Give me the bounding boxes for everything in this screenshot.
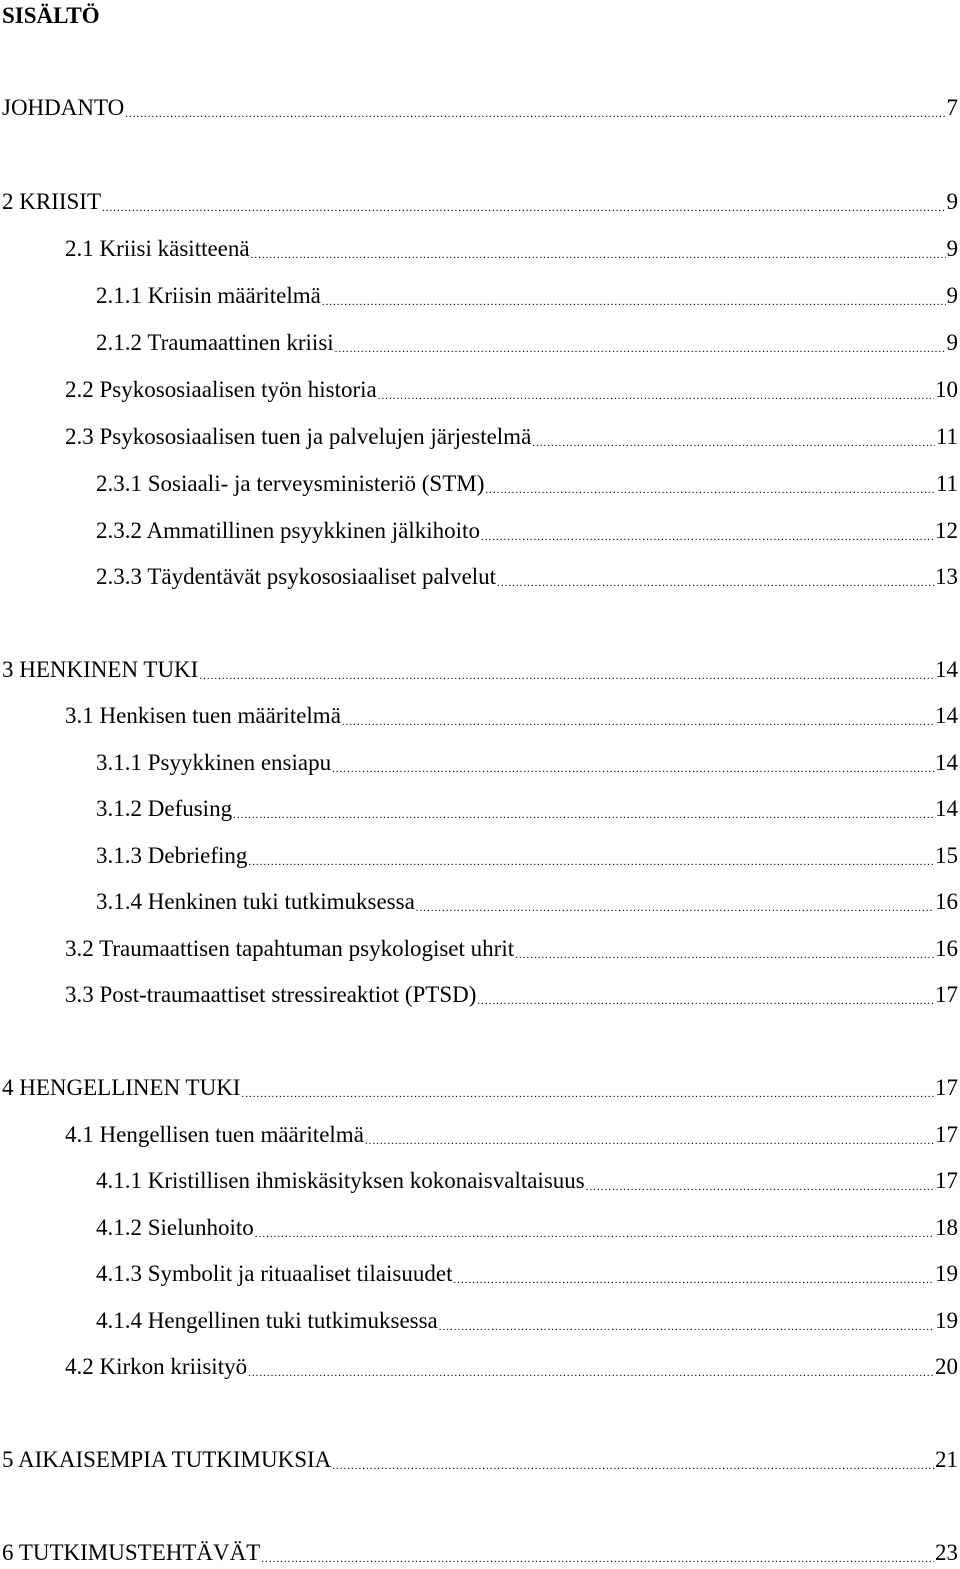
toc-entry-page: 11 [935, 471, 958, 496]
toc-entry-page: 14 [935, 657, 958, 682]
toc-entry-label: 4.1 Hengellisen tuen määritelmä [65, 1122, 364, 1147]
toc-leader-dots [485, 484, 934, 496]
toc-leader-dots [322, 296, 946, 308]
toc-leader-dots [102, 202, 945, 214]
toc-entry-page: 14 [935, 703, 958, 728]
toc-leader-dots [261, 1553, 934, 1565]
toc-leader-dots [586, 1181, 934, 1193]
toc-entry[interactable] [65, 1351, 958, 1383]
toc-entry-label: 4 HENGELLINEN TUKI [2, 1075, 241, 1100]
toc-entry[interactable] [2, 186, 958, 218]
toc-entry-page: 17 [935, 1122, 958, 1147]
toc-entry-page: 17 [935, 1168, 958, 1193]
toc-leader-dots [248, 1367, 934, 1379]
toc-entry-label: JOHDANTO [2, 95, 125, 120]
toc-entry-page: 9 [946, 189, 958, 214]
toc-entry-label: 3.1 Henkisen tuen määritelmä [65, 703, 341, 728]
toc-leader-dots [532, 437, 935, 449]
toc-entry-label: 4.1.1 Kristillisen ihmiskäsityksen kokonaisvaltaisuus [96, 1168, 585, 1193]
toc-entry[interactable] [2, 1444, 958, 1476]
toc-entry-page: 11 [935, 424, 958, 449]
toc-entry[interactable] [96, 840, 958, 872]
toc-entry[interactable] [2, 1537, 958, 1569]
toc-leader-dots [332, 763, 934, 775]
toc-leader-dots [481, 531, 934, 543]
toc-entry-label: 4.1.2 Sielunhoito [96, 1215, 254, 1240]
toc-entry-page: 7 [946, 95, 958, 120]
toc-entry[interactable] [65, 700, 958, 732]
toc-leader-dots [241, 1088, 934, 1100]
toc-leader-dots [255, 1228, 934, 1240]
toc-entry-label: 2.1.2 Traumaattinen kriisi [96, 330, 334, 355]
toc-entry-label: 3.1.4 Henkinen tuki tutkimuksessa [96, 889, 415, 914]
toc-entry-label: 3.3 Post-traumaattiset stressireaktiot (PTSD) [65, 982, 477, 1007]
toc-entry-label: 2.1.1 Kriisin määritelmä [96, 283, 321, 308]
toc-leader-dots [342, 716, 934, 728]
toc-leader-dots [251, 249, 946, 261]
toc-entry[interactable] [96, 886, 958, 918]
toc-entry-page: 19 [935, 1261, 958, 1286]
toc-entry-label: 2.3.2 Ammatillinen psyykkinen jälkihoito [96, 518, 480, 543]
toc-entry[interactable] [96, 793, 958, 825]
toc-heading: SISÄLTÖ [2, 3, 100, 28]
toc-leader-dots [248, 856, 934, 868]
toc-entry-page: 9 [946, 330, 958, 355]
toc-entry-label: 2.3 Psykososiaalisen tuen ja palvelujen järjestelmä [65, 424, 532, 449]
toc-leader-dots [233, 809, 934, 821]
toc-entry-label: 2.1 Kriisi käsitteenä [65, 236, 250, 261]
toc-entry[interactable] [96, 1165, 958, 1197]
toc-leader-dots [453, 1274, 934, 1286]
toc-entry-page: 13 [935, 564, 958, 589]
toc-entry[interactable] [96, 327, 958, 359]
toc-entry-page: 14 [935, 796, 958, 821]
toc-entry-label: 2 KRIISIT [2, 189, 102, 214]
toc-leader-dots [439, 1321, 934, 1333]
toc-entry-label: 3.1.1 Psyykkinen ensiapu [96, 750, 332, 775]
toc-leader-dots [416, 902, 934, 914]
toc-entry[interactable] [96, 1258, 958, 1290]
toc-entry[interactable] [96, 561, 958, 593]
toc-entry-page: 10 [935, 377, 958, 402]
toc-entry-page: 19 [935, 1308, 958, 1333]
toc-entry[interactable] [65, 374, 958, 406]
toc-entry-page: 21 [935, 1447, 958, 1472]
toc-entry[interactable] [96, 468, 958, 500]
toc-entry-page: 12 [935, 518, 958, 543]
toc-entry-label: 2.3.3 Täydentävät psykososiaaliset palvelut [96, 564, 497, 589]
toc-entry-page: 16 [935, 936, 958, 961]
toc-entry-label: 5 AIKAISEMPIA TUTKIMUKSIA [2, 1447, 332, 1472]
toc-entry[interactable] [96, 747, 958, 779]
toc-entry-page: 20 [935, 1354, 958, 1379]
toc-leader-dots [365, 1135, 934, 1147]
toc-leader-dots [335, 343, 946, 355]
toc-leader-dots [199, 670, 934, 682]
toc-entry-label: 6 TUTKIMUSTEHTÄVÄT [2, 1540, 261, 1565]
toc-entry-label: 2.3.1 Sosiaali- ja terveysministeriö (STM) [96, 471, 485, 496]
toc-entry[interactable] [96, 280, 958, 312]
toc-leader-dots [125, 108, 945, 120]
toc-entry-page: 18 [935, 1215, 958, 1240]
toc-entry[interactable] [65, 933, 958, 965]
toc-entry-page: 23 [935, 1540, 958, 1565]
toc-entry-label: 3 HENKINEN TUKI [2, 657, 199, 682]
toc-entry-page: 9 [946, 236, 958, 261]
toc-entry-label: 4.1.3 Symbolit ja rituaaliset tilaisuudet [96, 1261, 453, 1286]
toc-entry[interactable] [65, 1119, 958, 1151]
toc-entry-page: 16 [935, 889, 958, 914]
toc-entry-label: 4.1.4 Hengellinen tuki tutkimuksessa [96, 1308, 438, 1333]
toc-entry-label: 4.2 Kirkon kriisityö [65, 1354, 248, 1379]
toc-entry[interactable] [96, 1305, 958, 1337]
toc-entry-label: 3.1.2 Defusing [96, 796, 233, 821]
toc-entry-page: 15 [935, 843, 958, 868]
toc-entry-page: 17 [935, 1075, 958, 1100]
toc-entry-page: 14 [935, 750, 958, 775]
toc-entry[interactable] [65, 421, 958, 453]
toc-entry-label: 3.1.3 Debriefing [96, 843, 248, 868]
toc-entry-page: 17 [935, 982, 958, 1007]
toc-leader-dots [378, 390, 934, 402]
toc-entry-label: 2.2 Psykososiaalisen työn historia [65, 377, 377, 402]
toc-entry[interactable] [2, 654, 958, 686]
toc-leader-dots [515, 949, 934, 961]
toc-entry[interactable] [96, 1212, 958, 1244]
toc-entry-label: 3.2 Traumaattisen tapahtuman psykologiset uhrit [65, 936, 515, 961]
toc-entry-page: 9 [946, 283, 958, 308]
toc-entry[interactable] [65, 233, 958, 265]
toc-entry[interactable] [65, 979, 958, 1011]
toc-entry[interactable] [2, 1072, 958, 1104]
toc-leader-dots [477, 995, 934, 1007]
toc-leader-dots [497, 577, 934, 589]
toc-leader-dots [332, 1460, 934, 1472]
toc-entry[interactable] [2, 92, 958, 124]
toc-entry[interactable] [96, 515, 958, 547]
